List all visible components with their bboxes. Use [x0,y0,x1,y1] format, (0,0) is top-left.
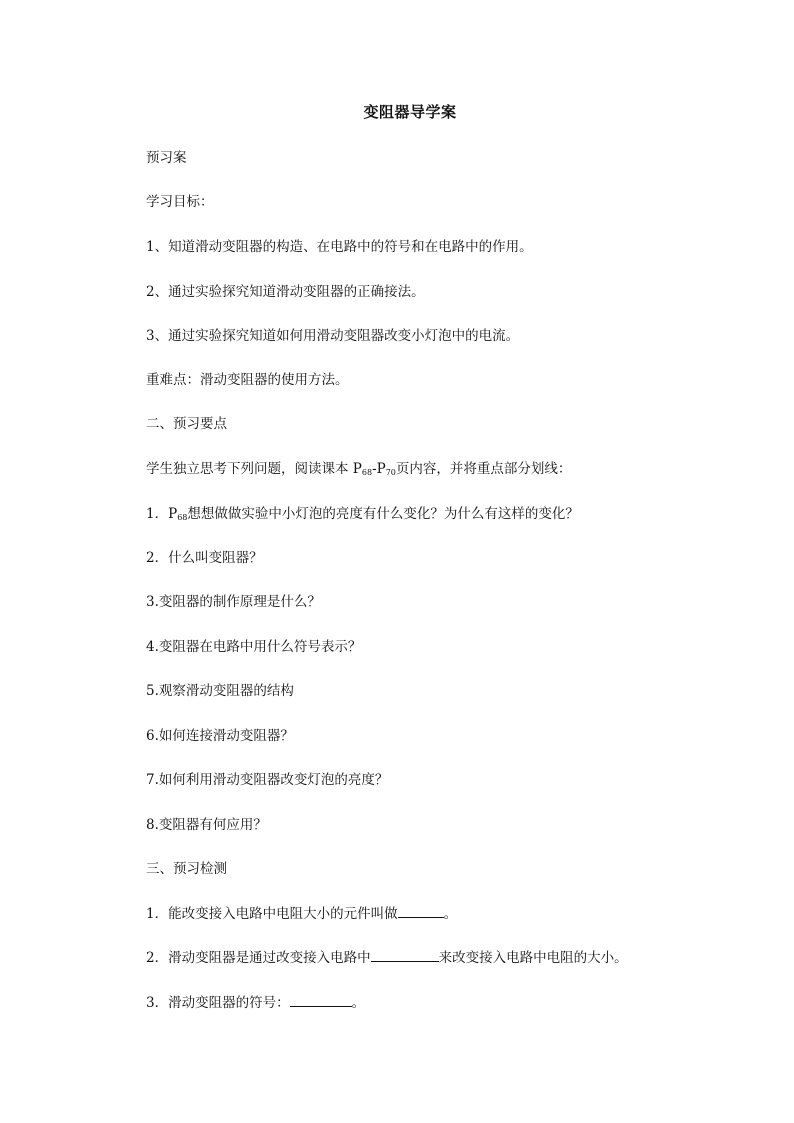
test-text: 2．滑动变阻器是通过改变接入电路中 [146,950,371,966]
objectives-heading: 学习目标： [146,194,214,210]
question-text: 想想做做实验中小灯泡的亮度有什么变化？为什么有这样的变化？ [187,506,579,522]
test-text: 3．滑动变阻器的符号： [146,995,290,1011]
section-preview-label: 预习案 [146,150,187,166]
question-item: 6.如何连接滑动变阻器？ [146,728,294,744]
question-item: 8.变阻器有何应用？ [146,817,267,833]
objective-item: 1、知道滑动变阻器的构造、在电路中的符号和在电路中的作用。 [146,239,533,255]
intro-text-mid: -P [372,461,386,477]
answer-blank[interactable] [398,905,444,918]
test-text: 1．能改变接入电路中电阻大小的元件叫做 [146,906,398,922]
test-text-end: 来改变接入电路中电阻的大小。 [438,950,628,966]
page-title: 变阻器导学案 [363,103,457,121]
question-item: 7.如何利用滑动变阻器改变灯泡的亮度？ [146,772,389,788]
question-item: 3.变阻器的制作原理是什么？ [146,594,321,610]
question-item: 5.观察滑动变阻器的结构 [146,683,294,699]
section2-intro [146,460,571,482]
key-points: 重难点：滑动变阻器的使用方法。 [146,372,349,388]
question-prefix: 1．P [146,506,178,522]
intro-text-before: 学生独立思考下列问题，阅读课本 P [146,461,362,477]
test-item [146,905,457,923]
section2-heading: 二、预习要点 [146,416,227,432]
answer-blank[interactable] [290,994,352,1007]
answer-blank[interactable] [371,949,439,962]
page-subscript-end: 70 [385,468,396,477]
question-item: 4.变阻器在电路中用什么符号表示？ [146,639,362,655]
test-item [146,994,365,1012]
page-subscript: 68 [177,513,188,522]
question-item: 2．什么叫变阻器？ [146,550,263,566]
test-item [146,949,628,967]
intro-text-after: 页内容，并将重点部分划线： [395,461,572,477]
test-text-end: 。 [351,995,366,1011]
objective-item: 3、通过实验探究知道如何用滑动变阻器改变小灯泡中的电流。 [146,328,520,344]
section3-heading: 三、预习检测 [146,861,227,877]
objective-item: 2、通过实验探究知道滑动变阻器的正确接法。 [146,284,425,300]
page-subscript-start: 68 [361,468,373,477]
question-item [146,505,579,527]
test-text-end: 。 [443,906,458,922]
